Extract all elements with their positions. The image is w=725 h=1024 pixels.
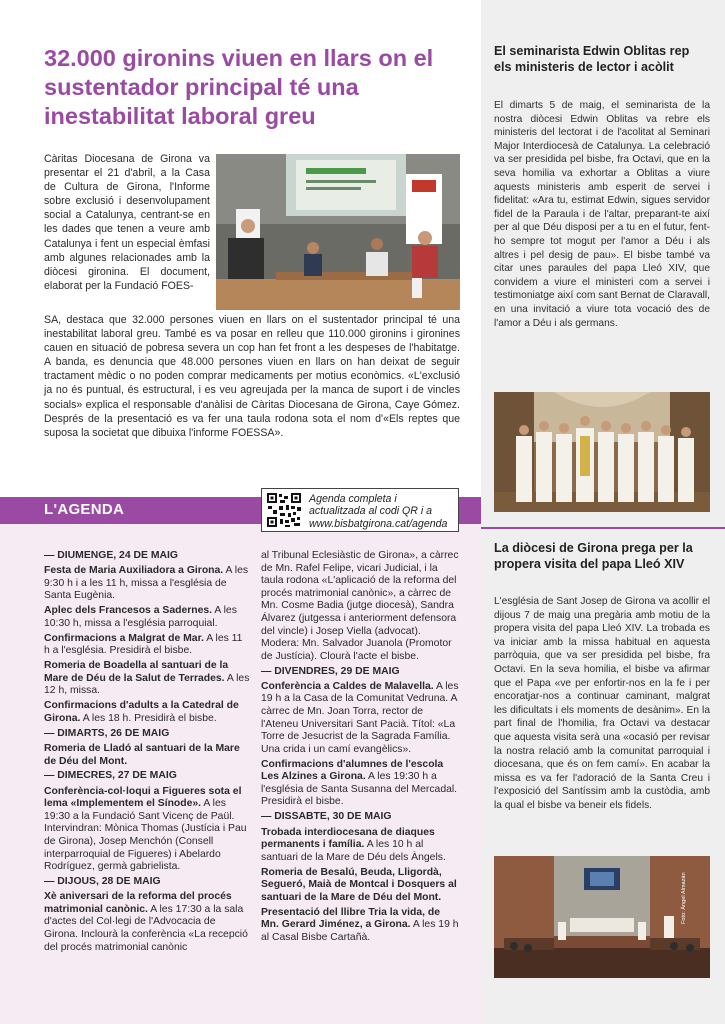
agenda-event <box>261 907 459 945</box>
story1-text: El dimarts 5 de maig, el seminarista de la nostra diòcesi Edwin Oblitas va rebre els ministeris del lectorat i de l'acolitat al Seminari Major Interdiocesà de Catalunya. La celebració va ser presidida pel bisbe, fra Octavi, que en la seva homilia va exhortar a Oblitas a viure aquests ministeris amb esperit de servei i fidelitat: «Ara tu, estimat Edwin, sigues servidor fidel de la Paraula i de l'altar, preparant-te així per al que Déu disposi per a tu en el futur, fent-ho sempre tot mogut per l'amor a Déu i als altres i pel desig de pau». El bisbe també va citar unes paraules del papa Lleó XIV, que convidem a viure el ministeri com a servei i testimoniatge així com sant Bernat de Claravall, en una invitació a viure tota vocació des de l'amor a Déu i als germans. <box>494 100 710 329</box>
agenda-event-details: A les 19 h a la Casa de la Comunitat Vedruna. A càrrec de Mn. Joan Torra, rector de l'Ateneu Universitari Sant Pacià. Títol: «La Torre de Jesucrist de la Sagrada Família. Una crida i un camí evangèlics». <box>261 680 459 755</box>
agenda-day-heading: — DIMARTS, 26 DE MAIG <box>44 727 170 739</box>
agenda-day-heading: — DIVENDRES, 29 DE MAIG <box>261 665 400 677</box>
church-prayer-photo <box>494 856 710 978</box>
agenda-day-heading: — DIUMENGE, 24 DE MAIG <box>44 550 178 561</box>
agenda-event-details: A les 19:30 h a l'església de Santa Susanna del Mercadal. Presidirà el bisbe. <box>261 771 458 808</box>
story2-title: La diòcesi de Girona prega per la propera visita del papa Lleó XIV <box>494 541 693 571</box>
ministries-ceremony-photo <box>494 392 710 512</box>
agenda-event-details: A les 12 h, missa. <box>44 672 250 697</box>
agenda-event <box>261 681 459 757</box>
agenda-event-title: Conferència a Caldes de Malavella. <box>261 680 434 692</box>
agenda-event <box>44 565 250 603</box>
agenda-event-title: Romeria de Boadella al santuari de la Mare de Déu de la Salut de Terrades. <box>44 660 229 684</box>
agenda-event-details: A les 11 h a l'església. Presidirà el bisbe. <box>44 632 243 657</box>
main-article-lead: Càritas Diocesana de Girona va presentar el 21 d'abril, a la Casa de Cultura de Girona, l'Informe sobre exclusió i desenvolupament social a Catalunya, centrant-se en les dades que tenen a veure amb Catalunya i fent un especial èmfasi amb algunes relacionades amb la diòcesi gironina. El document, elaborat per la Fundació FOES- <box>44 153 210 292</box>
agenda-label: L'AGENDA <box>44 501 125 518</box>
agenda-column-right <box>261 550 459 947</box>
agenda-event <box>44 605 250 630</box>
agenda-column-left <box>44 550 250 957</box>
agenda-event-details: al Tribunal Eclesiàstic de Girona», a càrrec de Mn. Rafel Felipe, vicari Judicial, i la taula rodona «L'aplicació de la reforma del procés matrimonial canònic», a càrrec de Mn. Cosme Badia (jutge diocesà), Sandra Álvarez (jutgessa i anteriorment defensora del vincle) i Josep Viella (advocat). Modera: Mn. Salvador Juanola (Promotor de Justícia). Clourà l'acte el bisbe. <box>261 550 459 662</box>
agenda-event-details: A les 18 h. Presidirà el bisbe. <box>80 712 217 724</box>
sidebar-divider <box>481 527 725 529</box>
agenda-event-title: Aplec dels Francesos a Sadernes. <box>44 605 213 617</box>
agenda-event <box>44 660 250 698</box>
agenda-event-title: Confirmacions a Malgrat de Mar. <box>44 632 204 644</box>
qr-caption: Agenda completa i actualitzada al codi QR i a www.bisbatgirona.cat/agenda <box>309 493 448 530</box>
conference-photo <box>216 154 460 310</box>
agenda-event-details: A les 10:30 h, missa a l'església parroquial. <box>44 605 237 629</box>
agenda-event <box>261 827 459 865</box>
agenda-event <box>44 700 250 725</box>
agenda-event-title: Romeria de Besalú, Beuda, Lligordà, Segueró, Maià de Montcal i Dosquers al santuari de la Mare de Déu del Mont. <box>261 866 457 903</box>
agenda-event <box>44 743 250 768</box>
agenda-event-title: Trobada interdiocesana de diaques permanents i família. <box>261 826 435 851</box>
agenda-event <box>261 759 459 809</box>
agenda-event <box>261 867 459 905</box>
story1-title: El seminarista Edwin Oblitas rep els ministeris de lector i acòlit <box>494 44 690 74</box>
agenda-day-heading: — DIMECRES, 27 DE MAIG <box>44 770 177 782</box>
story2-text: L'església de Sant Josep de Girona va acollir el dijous 7 de maig una pregària amb motiu de la propera visita del papa Lleó XIV. La trobada es va iniciar amb la missa habitual en aquesta parròquia, que va ser presidida pel bisbe, fra Octavi. En la seva homilia, el bisbe va afirmar que el Papa «ve per enfortir-nos en la fe i per encoratjar-nos a continuar caminant, malgrat les dificultats i els moments de desànim». En la part final de l'homilia, fra Octavi va destacar que aquesta visita serà una «ocasió per revisar la nostra relació amb la comunitat parroquial i diocesana, que és on fem camí». En acabar la missa es va fer l'adoració de la Santa Creu i l'exposició del Santíssim amb la custòdia, amb la qual el bisbe va beneir els fidels. <box>494 596 710 811</box>
agenda-event-details: A les 19:30 a la Fundació Sant Vicenç de Paül. Intervindran: Mònica Thomas (Justícia i Pau de Girona), Josep Menchón (Consell interparroquial de Figueres) i Abelardo Rodríguez, germà gabrielista. <box>44 798 247 873</box>
agenda-event-title: Xè aniversari de la reforma del procés matrimonial canònic. <box>44 891 232 915</box>
agenda-event-title: Conferència-col·loqui a Figueres sota el lema «Implementem el Sínode». <box>44 785 242 810</box>
agenda-event-title: Romeria de Lladó al santuari de la Mare de Déu del Mont. <box>44 742 240 767</box>
agenda-event-title: Confirmacions d'adults a la Catedral de Girona. <box>44 700 239 724</box>
qr-code-icon[interactable] <box>266 492 302 528</box>
agenda-day-heading: — DISSABTE, 30 DE MAIG <box>261 811 392 823</box>
agenda-event-title: Festa de Maria Auxiliadora a Girona. <box>44 565 224 577</box>
agenda-event <box>44 633 250 658</box>
agenda-event-details: A les 9:30 h i a les 11 h, missa a l'església de Santa Eugènia. <box>44 565 249 602</box>
agenda-event-details: A les 10 h al santuari de la Mare de Déu dels Àngels. <box>261 839 446 863</box>
agenda-event-details: A les 17:30 a la sala d'actes del Col·legi de l'Advocacia de Girona. Inclourà la conferència «La recepció del procés matrimonial canònic <box>44 903 248 953</box>
main-article-title: 32.000 gironins viuen en llars on el sustentador principal té una inestabilitat laboral greu <box>44 45 434 129</box>
main-article-body: SA, destaca que 32.000 persones viuen en llars on el sustentador principal té una inestabilitat laboral greu. També es va posar en relleu que 110.000 gironins i gironines cauen en situació de pobresa severa un cop han fet front a les despeses de l'habitatge. A banda, es denuncia que 48.000 persones viuen en llars on han deixat de seguir tractament mèdic o no poden comprar medicaments per motius econòmics. «L'exclusió ja no és puntual, és estructural, i es veu agreujada per la manca de suport i de vincles socials» explica el responsable d'anàlisi de Càritas Diocesana de Girona, Caye Gómez. Després de la presentació es va fer una taula rodona sota el nom d'«Els reptes que suposa la societat que dibuixa l'informe FOESSA». <box>44 314 460 439</box>
agenda-event-title: Presentació del llibre Tria la vida, de Mn. Gerard Jiménez, a Girona. <box>261 906 441 931</box>
agenda-event <box>261 550 459 663</box>
agenda-event <box>44 891 250 954</box>
agenda-event-details: A les 19 h al Casal Bisbe Cartañà. <box>261 919 459 943</box>
agenda-event <box>44 786 250 874</box>
photo-credit: Foto: Àngel Almazán <box>681 872 687 924</box>
agenda-day-heading: — DIJOUS, 28 DE MAIG <box>44 876 161 888</box>
agenda-event-title: Confirmacions d'alumnes de l'escola Les Alzines a Girona. <box>261 758 444 783</box>
